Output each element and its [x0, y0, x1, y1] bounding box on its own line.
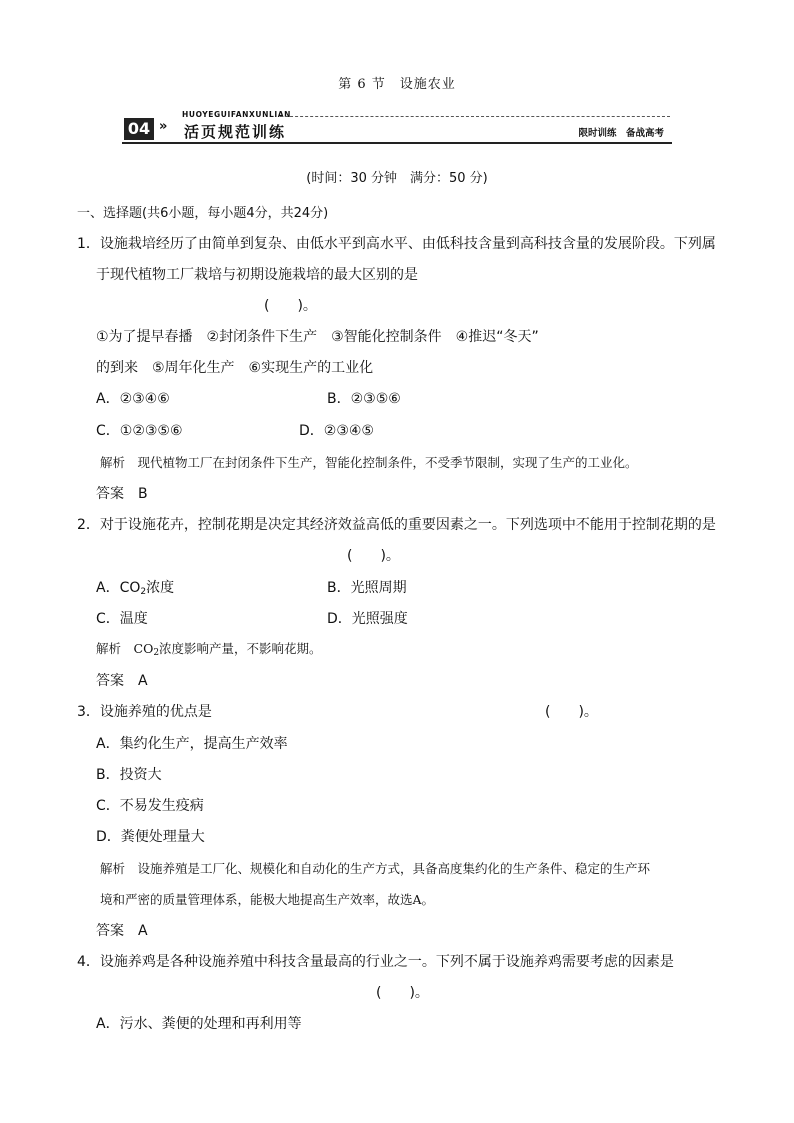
q2-analysis-suffix: 浓度影响产量，不影响花期。 — [159, 641, 322, 656]
q4-option-a: A．污水、粪便的处理和再利用等 — [96, 1016, 302, 1032]
q2-option-a-suffix: 浓度 — [146, 580, 175, 596]
q3-option-d: D．粪便处理量大 — [96, 829, 205, 845]
q4-answer-blank: ( )。 — [376, 985, 429, 1001]
page-title: 第 6 节 设施农业 — [338, 77, 456, 92]
q1-stem-line2: 于现代植物工厂栽培与初期设施栽培的最大区别的是 — [96, 267, 418, 283]
q2-option-b: B．光照周期 — [327, 580, 407, 596]
q1-option-c: C．①②③⑤⑥ — [96, 423, 183, 439]
q2-stem-line1: 2．对于设施花卉，控制花期是决定其经济效益高低的重要因素之一。下列选项中不能用于控制花期的是 — [77, 517, 716, 533]
q1-option-d: D．②③④⑤ — [299, 423, 374, 439]
double-arrow-icon: » — [159, 119, 168, 134]
q2-analysis — [96, 639, 322, 657]
banner-dashed-line — [280, 116, 670, 117]
q1-stem-line1: 1．设施栽培经历了由简单到复杂、由低水平到高水平、由低科技含量到高科技含量的发展阶段。下列属 — [77, 236, 716, 252]
banner-pinyin: HUOYEGUIFANXUNLIAN — [182, 110, 292, 119]
banner-heading: 活页规范训练 — [184, 123, 287, 141]
q2-option-a-prefix: A．CO — [96, 580, 141, 596]
q4-stem-line1: 4．设施养鸡是各种设施养殖中科技含量最高的行业之一。下列不属于设施养鸡需要考虑的因素是 — [77, 954, 674, 970]
q1-items-line1: ①为了提早春播 ②封闭条件下生产 ③智能化控制条件 ④推迟“冬天” — [96, 329, 539, 345]
q2-analysis-subscript: 2 — [153, 648, 160, 658]
q1-answer: 答案 B — [96, 486, 148, 502]
q1-option-a: A．②③④⑥ — [96, 391, 170, 407]
q1-items-line2: 的到来 ⑤周年化生产 ⑥实现生产的工业化 — [96, 360, 374, 376]
q3-stem-line1: 3．设施养殖的优点是 — [77, 704, 212, 720]
q2-option-a-subscript: 2 — [140, 587, 147, 597]
banner-rule — [122, 142, 672, 144]
q2-option-a — [96, 577, 174, 597]
section-banner — [122, 108, 672, 148]
q1-analysis: 解析 现代植物工厂在封闭条件下生产，智能化控制条件，不受季节限制，实现了生产的工业化。 — [100, 455, 638, 470]
q2-answer-blank: ( )。 — [347, 548, 400, 564]
q2-answer: 答案 A — [96, 673, 148, 689]
q2-option-c: C．温度 — [96, 611, 148, 627]
q3-answer: 答案 A — [96, 923, 148, 939]
q3-analysis-line1: 解析 设施养殖是工厂化、规模化和自动化的生产方式，具备高度集约化的生产条件、稳定的生产环 — [100, 861, 651, 876]
section-heading: 一、选择题(共6小题，每小题4分，共24分) — [77, 206, 329, 221]
q3-analysis-line2: 境和严密的质量管理体系，能极大地提高生产效率，故选A。 — [100, 892, 435, 907]
q3-option-b: B．投资大 — [96, 767, 162, 783]
q3-option-c: C．不易发生疫病 — [96, 798, 204, 814]
banner-slogan: 限时训练 备战高考 — [578, 128, 664, 139]
q2-analysis-prefix: 解析 CO — [96, 641, 154, 656]
q3-option-a: A．集约化生产，提高生产效率 — [96, 736, 288, 752]
banner-number: 04 — [124, 118, 154, 140]
q2-option-d: D．光照强度 — [327, 611, 408, 627]
time-info: (时间：30 分钟 满分：50 分) — [306, 171, 488, 186]
q1-answer-blank: ( )。 — [264, 298, 317, 314]
q3-answer-blank: ( )。 — [545, 704, 598, 720]
q1-option-b: B．②③⑤⑥ — [327, 391, 401, 407]
